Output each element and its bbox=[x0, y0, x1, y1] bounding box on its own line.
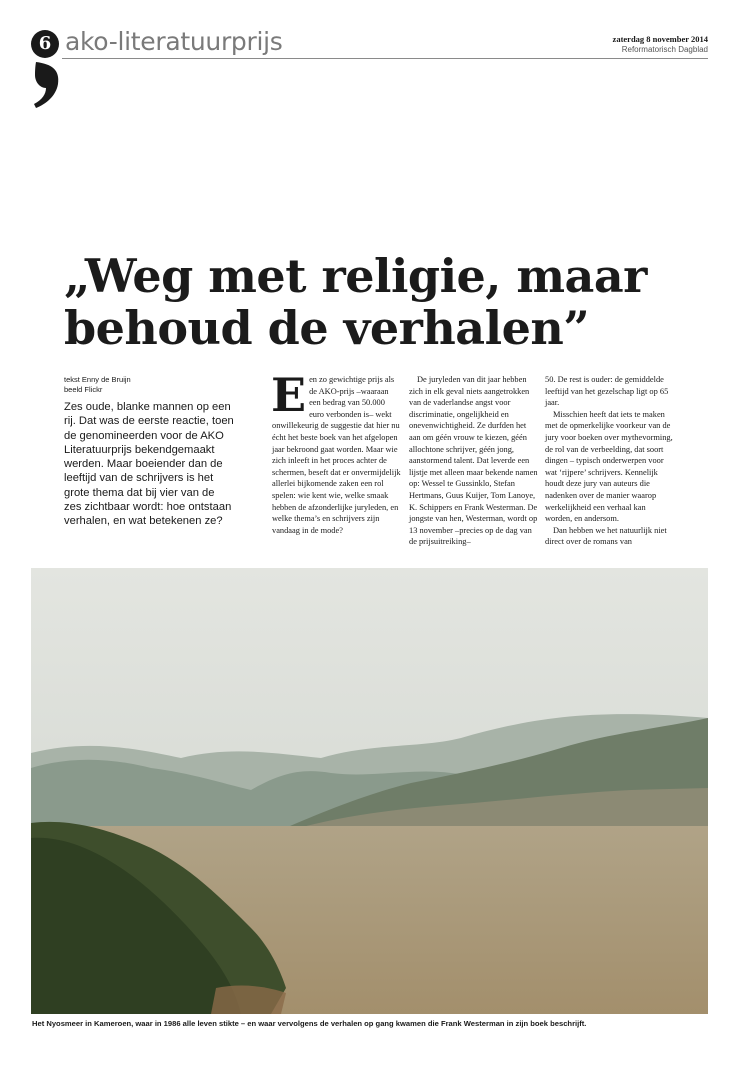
paragraph bbox=[271, 368, 401, 536]
comma-logo-icon bbox=[32, 62, 62, 108]
paragraph-text: en zo gewichtige prijs als de AKO-prijs –waaraan een bedrag van 50.000 euro verbonden is– wekt onwillekeurig de suggestie dat hier nu écht het beste boek van het afgelopen jaar bekroond gaat worden. Maar wie zich inleeft in het proces achter de schermen, beseft dat er onvermijdelijk allerlei bijkomende zaken een rol spelen: wie kent wie, welke smaak hebben de afzonderlijke juryleden, en welke thema’s en schrijvers zijn vandaag in de mode? bbox=[272, 375, 401, 535]
newspaper-name: Reformatorisch Dagblad bbox=[621, 45, 708, 54]
body-column-3 bbox=[545, 374, 674, 548]
body-column-2 bbox=[409, 374, 538, 548]
drop-cap: E bbox=[271, 368, 307, 422]
image-credit: beeld Flickr bbox=[64, 385, 103, 394]
header-divider bbox=[62, 58, 708, 59]
article-intro: Zes oude, blanke mannen op een rij. Dat was de eerste reactie, toen de genomineerden voor de AKO Literatuurprijs bekendgemaakt werden. Maar boeiender dan de leeftijd van de schrijvers is het grote thema dat bij vier van de zes zichtbaar wordt: hoe ontstaan verhalen, en wat betekenen ze? bbox=[64, 401, 234, 528]
article-headline bbox=[64, 250, 704, 354]
page-number-badge: 6 bbox=[31, 30, 59, 58]
text-credit: tekst Enny de Bruijn bbox=[64, 375, 131, 384]
photo-caption: Het Nyosmeer in Kameroen, waar in 1986 alle leven stikte – en waar vervolgens de verhalen op gang kwamen die Frank Westerman in zijn boek beschrijft. bbox=[32, 1019, 587, 1028]
headline-line-2: behoud de verhalen” bbox=[64, 301, 590, 355]
issue-date: zaterdag 8 november 2014 bbox=[612, 34, 708, 44]
lake-photo bbox=[31, 568, 708, 1014]
body-column-1 bbox=[271, 368, 401, 536]
lake-landscape-image bbox=[31, 568, 708, 1014]
article-credits bbox=[64, 375, 131, 395]
paragraph: 50. De rest is ouder: de gemiddelde leeftijd van het gezelschap ligt op 65 jaar. bbox=[545, 375, 669, 408]
paragraph: Dan hebben we het natuurlijk niet direct over de romans van bbox=[545, 525, 667, 547]
section-title: ako-literatuurprijs bbox=[65, 27, 283, 56]
paragraph: Misschien heeft dat iets te maken met de opmerkelijke voorkeur van de jury voor boeken over mythevorming, de rol van de verbeelding, dat soort dingen – typisch onderwerpen voor wat ‘rijpere’ schrijvers. Kennelijk houdt deze jury van auteurs die nadenken over de manier waarop werkelijkheid een verhaal kan worden, en andersom. bbox=[545, 409, 673, 524]
headline-line-1: „Weg met religie, maar bbox=[64, 249, 647, 303]
paragraph: De juryleden van dit jaar hebben zich in elk geval niets aangetrokken van de vaderlandse angst voor discriminatie, ongelijkheid en onevenwichtigheid. Ze durfden het aan om géén vrouw te kiezen, géén allochtone schrijver, géén jong, aanstormend talent. Dat leverde een lijstje met alleen maar bekende namen op: Wessel te Gussinklo, Stefan Hertmans, Guus Kuijer, Tom Lanoye, K. Schippers en Frank Westerman. De jongste van hen, Westerman, wordt op 13 november –precies op de dag van de prijsuitreiking– bbox=[409, 375, 538, 547]
